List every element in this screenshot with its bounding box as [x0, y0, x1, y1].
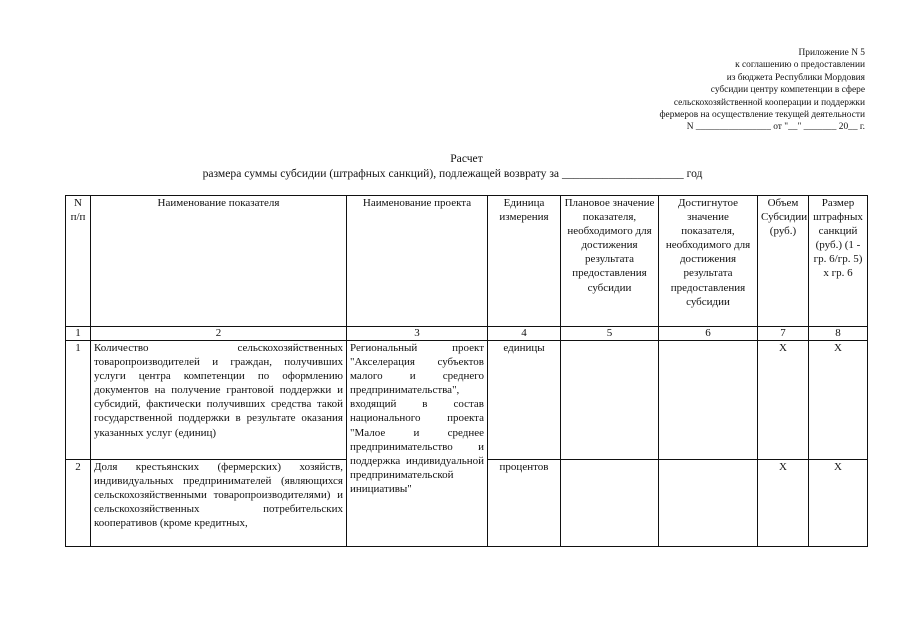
- column-number: 7: [758, 327, 809, 341]
- appendix-line: фермеров на осуществление текущей деятельности: [659, 110, 865, 121]
- header-cell-n: N п/п: [66, 196, 91, 327]
- table-row: [66, 341, 868, 460]
- column-number: 4: [488, 327, 561, 341]
- header-cell-achieved: Достигнутое значение показателя, необходимого для достижения результата предоставления субсидии: [659, 196, 758, 327]
- unit-cell: процентов: [488, 460, 561, 547]
- indicator-name: Доля крестьянских (фермерских) хозяйств, индивидуальных предпринимателей (являющихся сельскохозяйственными товаропроизводителями) и сельскохозяйственных потребительских кооперативов (кроме кредитных,: [91, 460, 347, 547]
- header-cell-indicator: Наименование показателя: [91, 196, 347, 327]
- header-cell-project: Наименование проекта: [347, 196, 488, 327]
- achieved-value: [659, 341, 758, 460]
- appendix-line: N ________________ от "__" _______ 20__ г.: [686, 122, 865, 133]
- row-number: 2: [66, 460, 91, 547]
- column-number: 5: [561, 327, 659, 341]
- header-cell-planned: Плановое значение показателя, необходимого для достижения результата предоставления субсидии: [561, 196, 659, 327]
- header-cell-penalty: Размер штрафных санкций (руб.) (1 - гр. 6/гр. 5) x гр. 6: [809, 196, 868, 327]
- header-cell-volume: Объем Субсидии (руб.): [758, 196, 809, 327]
- appendix-line: сельскохозяйственной кооперации и поддержки: [673, 97, 865, 108]
- header-cell-unit: Единица измерения: [488, 196, 561, 327]
- appendix-line: Приложение N 5: [798, 48, 865, 58]
- achieved-value: [659, 460, 758, 547]
- appendix-line: к соглашению о предоставлении: [735, 60, 865, 71]
- column-number: 6: [659, 327, 758, 341]
- column-number: 8: [809, 327, 868, 341]
- penalty-cell: X: [809, 460, 868, 547]
- column-number: 2: [91, 327, 347, 341]
- column-number: 3: [347, 327, 488, 341]
- title-line-2: размера суммы субсидии (штрафных санкций), подлежащей возврату за _____________________ год: [202, 166, 703, 180]
- column-number-row: [66, 327, 868, 341]
- project-name: [347, 341, 488, 547]
- volume-cell: X: [758, 460, 809, 547]
- volume-cell: X: [758, 341, 809, 460]
- appendix-header: [585, 47, 865, 134]
- row-number: 1: [66, 341, 91, 460]
- penalty-cell: X: [809, 341, 868, 460]
- calculation-table: [65, 195, 868, 547]
- appendix-line: субсидии центру компетенции в сфере: [710, 85, 865, 96]
- appendix-line: из бюджета Республики Мордовия: [726, 72, 865, 83]
- title-line-1: Расчет: [450, 152, 483, 165]
- project-name-text: Региональный проект "Акселерация субъектов малого и среднего предпринимательства", входящий в состав национального проекта "Малое и среднее предпринимательство и поддержка индивидуальной предпринимательской инициативы": [350, 342, 484, 495]
- document-title: [0, 152, 905, 181]
- unit-cell: единицы: [488, 341, 561, 460]
- planned-value: [561, 460, 659, 547]
- indicator-name: Количество сельскохозяйственных товаропроизводителей и граждан, получивших услуги центра компетенции по оформлению документов на получение грантовой поддержки и субсидий, фактически получивших средства такой государственной поддержки в результате оказания указанных услуг (единиц): [91, 341, 347, 460]
- planned-value: [561, 341, 659, 460]
- column-number: 1: [66, 327, 91, 341]
